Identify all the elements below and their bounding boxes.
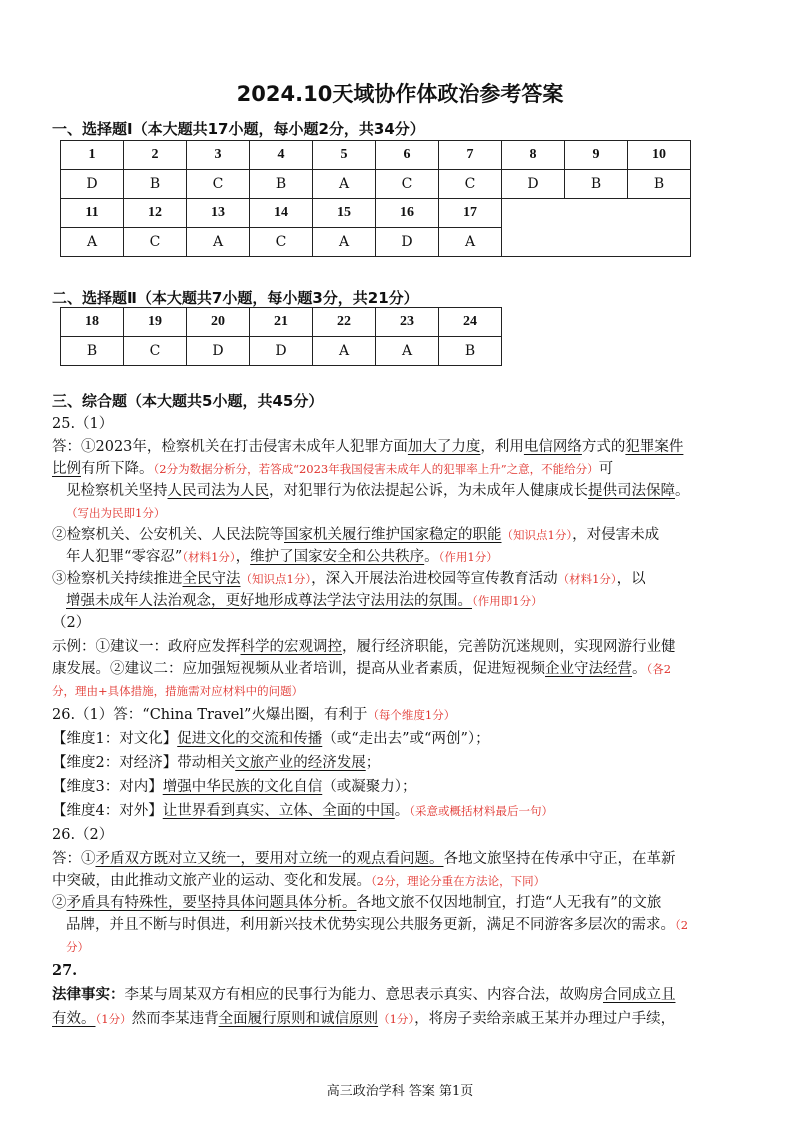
scoring-note: （写出为民即1分） <box>66 506 166 520</box>
page-footer: 高三政治学科 答案 第1页 <box>326 1084 474 1099</box>
underlined-text: 维护了国家安全和公共秩序 <box>250 549 425 565</box>
answer-line <box>52 776 752 798</box>
bold-text: 法律事实： <box>52 986 125 1003</box>
answer-line <box>52 800 752 822</box>
scoring-note: （作用即1分） <box>472 594 543 608</box>
answer-cell: C <box>124 228 187 257</box>
scoring-note: （知识点1分） <box>501 528 573 542</box>
answer-cell: D <box>61 170 124 199</box>
question-number: 15 <box>313 199 376 228</box>
underlined-text: 矛盾具有特殊性，要坚持具体问题具体分析。 <box>66 895 357 911</box>
question-number: 8 <box>502 141 565 170</box>
text: 答：①2023年，检察机关在打击侵害未成年人犯罪方面 <box>52 439 408 455</box>
section2-table <box>60 307 502 366</box>
text: 答：① <box>52 851 96 867</box>
answer-cell: A <box>439 228 502 257</box>
question-number: 6 <box>376 141 439 170</box>
answer-cell: A <box>313 228 376 257</box>
answer-line <box>66 590 766 612</box>
text: 【维度1：对文化】 <box>52 731 178 747</box>
scoring-note: （2分为数据分析分，若答成“2023年我国侵害未成年人的犯罪率上升”之意，不能给分） <box>153 462 599 476</box>
underlined-text: 促进文化的交流和传播 <box>177 731 323 747</box>
text: ，将房子卖给亲戚王某并办理过户手续， <box>414 1011 676 1027</box>
answer-cell: A <box>187 228 250 257</box>
answer-line <box>52 636 752 658</box>
answer-cell: D <box>376 228 439 257</box>
text: ，履行经济职能，完善防沉迷规则，实现网游行业健 <box>342 639 676 655</box>
scoring-note: （1分） <box>378 1012 415 1026</box>
question-number: 2 <box>124 141 187 170</box>
table-row <box>61 337 502 366</box>
text: 。 <box>424 549 439 565</box>
answer-cell: A <box>376 337 439 366</box>
text: 康发展。②建议二：应加强短视频从业者培训，提高从业者素质，促进短视频 <box>52 661 545 677</box>
table-row <box>61 308 502 337</box>
answer-line <box>66 502 766 524</box>
underlined-text: 犯罪案件 <box>625 439 684 455</box>
question-number: 22 <box>313 308 376 337</box>
underlined-text: 人民司法为人民 <box>167 483 269 499</box>
answer-cell: C <box>439 170 502 199</box>
text: 李某与周某双方有相应的民事行为能力、意思表示真实、内容合法，故购房 <box>124 987 603 1003</box>
text: ， <box>235 549 251 565</box>
answer-line <box>52 728 752 750</box>
text: ，以 <box>616 571 646 587</box>
underlined-text: 国家机关履行维护国家稳定的职能 <box>284 527 502 543</box>
text: 【维度3：对内】 <box>52 779 163 795</box>
text: （或凝聚力）； <box>322 779 417 795</box>
text: 方式的 <box>581 439 626 455</box>
text: 可 <box>598 461 614 477</box>
text: 年人犯罪“零容忍” <box>66 549 183 565</box>
scoring-note: （每个维度1分） <box>367 708 456 722</box>
answer-line <box>52 892 752 914</box>
scoring-note: （2分，理论分重在方法论，下同） <box>371 874 546 888</box>
text: 中突破，由此推动文旅产业的运动、变化和发展。 <box>52 873 371 889</box>
scoring-note: （采意或概括材料最后一句） <box>409 804 553 818</box>
underlined-text: 让世界看到真实、立体、全面的中国 <box>162 803 395 819</box>
scoring-note: 分） <box>66 940 89 954</box>
text: 品牌，并且不断与时俱进，利用新兴技术优势实现公共服务更新，满足不同游客多层次的需求。 <box>66 917 675 933</box>
question-number: 14 <box>250 199 313 228</box>
answer-cell: C <box>250 228 313 257</box>
question-number: 21 <box>250 308 313 337</box>
q27-label: 27. <box>52 962 78 979</box>
text: 26.（1）答：“China Travel”火爆出圈，有利于 <box>52 707 368 723</box>
underlined-text: 文旅产业的经济发展 <box>235 755 366 771</box>
table-row <box>61 141 691 170</box>
underlined-text: 企业守法经营 <box>545 661 632 677</box>
text: ，深入开展法治进校园等宣传教育活动 <box>311 571 558 587</box>
answer-cell: C <box>124 337 187 366</box>
underlined-text: 比例 <box>52 461 81 477</box>
answer-cell: B <box>565 170 628 199</box>
scoring-note: （知识点1分） <box>240 572 312 586</box>
answer-cell: C <box>187 170 250 199</box>
question-number: 3 <box>187 141 250 170</box>
scoring-note: （2 <box>675 918 689 932</box>
answer-line <box>66 914 766 936</box>
scoring-note: （材料1分） <box>182 550 236 564</box>
question-number: 18 <box>61 308 124 337</box>
question-number: 4 <box>250 141 313 170</box>
answer-line <box>52 848 752 870</box>
answer-cell: B <box>628 170 691 199</box>
underlined-text: 全面履行原则和诚信原则 <box>218 1011 379 1027</box>
text: 有所下降。 <box>81 461 154 477</box>
section1-table <box>60 140 691 257</box>
text: 【维度4：对外】 <box>52 803 163 819</box>
scoring-note: （材料1分） <box>557 572 617 586</box>
answer-line <box>52 680 752 702</box>
question-number: 10 <box>628 141 691 170</box>
text: 见检察机关坚持 <box>66 483 168 499</box>
text: 【维度2：对经济】带动相关 <box>52 755 236 771</box>
text: ，利用 <box>480 439 524 455</box>
question-number: 12 <box>124 199 187 228</box>
underlined-text: 有效。 <box>52 1011 96 1027</box>
q26-2-label: 26.（2） <box>52 827 114 843</box>
answer-cell: B <box>250 170 313 199</box>
answer-line <box>52 524 752 546</box>
question-number: 13 <box>187 199 250 228</box>
underlined-text: 提供司法保障 <box>588 483 675 499</box>
underlined-text: 加大了力度 <box>407 439 481 455</box>
question-number: 11 <box>61 199 124 228</box>
question-number: 5 <box>313 141 376 170</box>
section3-heading: 三、综合题（本大题共5小题，共45分） <box>52 392 324 410</box>
text: 。 <box>675 483 690 499</box>
text: 。 <box>632 661 647 677</box>
underlined-text: 电信网络 <box>523 439 582 455</box>
answer-line <box>52 568 752 590</box>
scoring-note: 分，理由+具体措施，措施需对应材料中的问题） <box>52 684 304 698</box>
underlined-text: 增强未成年人法治观念，更好地形成尊法学法守法用法的氛围。 <box>66 593 472 609</box>
question-number: 20 <box>187 308 250 337</box>
question-number: 9 <box>565 141 628 170</box>
q25-2-label: （2） <box>52 615 91 631</box>
scoring-note: （各2 <box>646 662 672 676</box>
answer-line <box>66 936 766 958</box>
text: ③检察机关持续推进 <box>52 571 183 587</box>
underlined-text: 合同成立且 <box>603 987 676 1003</box>
text: 然而李某违背 <box>131 1011 219 1027</box>
text: 各地文旅坚持在传承中守正，在革新 <box>443 851 676 867</box>
answer-line <box>66 480 766 502</box>
underlined-text: 全民守法 <box>182 571 241 587</box>
answer-line <box>66 546 766 568</box>
section2-heading: 二、选择题Ⅱ（本大题共7小题，每小题3分，共21分） <box>52 289 419 307</box>
question-number: 19 <box>124 308 187 337</box>
answer-line <box>52 658 752 680</box>
text: （或“走出去”或“两创”）； <box>322 731 490 747</box>
answer-line <box>52 984 752 1006</box>
empty-cell <box>502 199 691 257</box>
question-number: 16 <box>376 199 439 228</box>
section1-heading: 一、选择题Ⅰ（本大题共17小题，每小题2分，共34分） <box>52 120 425 138</box>
text: 。 <box>394 803 410 819</box>
answer-line <box>52 1008 752 1030</box>
answer-line <box>52 436 752 458</box>
underlined-text: 增强中华民族的文化自信 <box>162 779 323 795</box>
answer-line <box>52 704 752 726</box>
answer-line <box>52 752 752 774</box>
text: ，对犯罪行为依法提起公诉，为未成年人健康成长 <box>269 483 588 499</box>
answer-cell: C <box>376 170 439 199</box>
answer-cell: A <box>61 228 124 257</box>
answer-line <box>52 458 752 480</box>
underlined-text: 科学的宏观调控 <box>240 639 342 655</box>
text: ，对侵害未成 <box>572 527 660 543</box>
scoring-note: （作用1分） <box>438 550 498 564</box>
answer-cell: B <box>439 337 502 366</box>
text: 各地文旅不仅因地制宜，打造“人无我有”的文旅 <box>356 895 662 911</box>
underlined-text: 矛盾双方既对立又统一，要用对立统一的观点看问题。 <box>95 851 444 867</box>
text: 示例：①建议一：政府应发挥 <box>52 639 241 655</box>
text: ； <box>365 755 381 771</box>
table-row <box>61 199 691 228</box>
answer-line <box>52 870 752 892</box>
answer-cell: D <box>187 337 250 366</box>
answer-cell: B <box>61 337 124 366</box>
page-title: 2024.10天域协作体政治参考答案 <box>236 82 564 106</box>
answer-cell: D <box>250 337 313 366</box>
text: ② <box>52 895 67 911</box>
question-number: 17 <box>439 199 502 228</box>
answer-cell: A <box>313 170 376 199</box>
text: ②检察机关、公安机关、人民法院等 <box>52 527 284 543</box>
answer-cell: D <box>502 170 565 199</box>
question-number: 24 <box>439 308 502 337</box>
question-number: 23 <box>376 308 439 337</box>
answer-cell: B <box>124 170 187 199</box>
question-number: 1 <box>61 141 124 170</box>
q25-1-label: 25.（1） <box>52 416 114 432</box>
answer-cell: A <box>313 337 376 366</box>
question-number: 7 <box>439 141 502 170</box>
scoring-note: （1分） <box>95 1012 132 1026</box>
table-row <box>61 170 691 199</box>
